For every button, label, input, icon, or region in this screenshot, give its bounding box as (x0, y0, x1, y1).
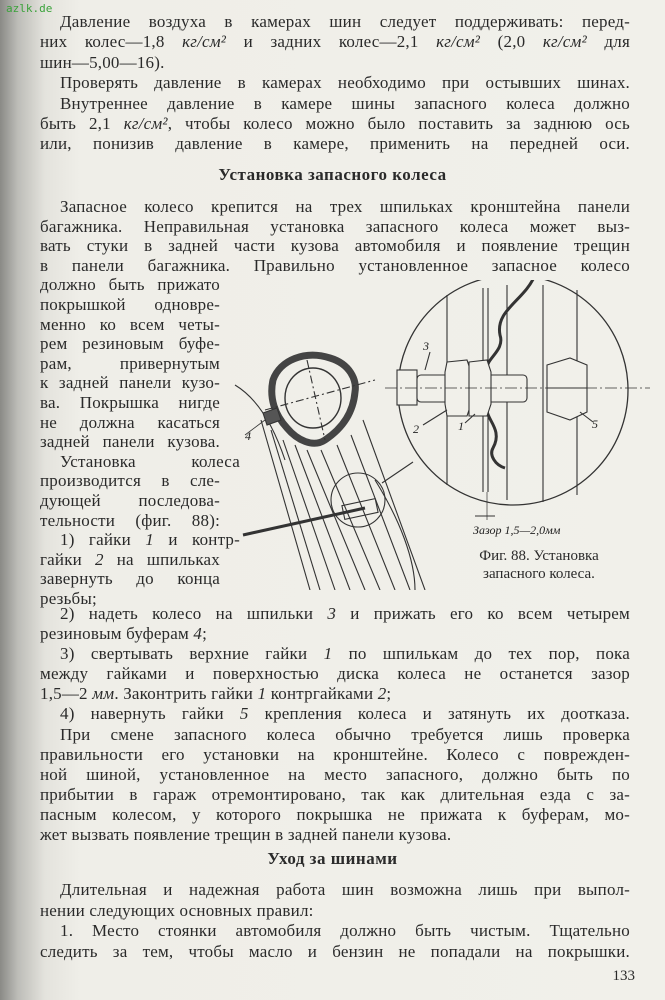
text: на шпильках (103, 549, 220, 569)
italic-text: кг/см² (436, 32, 481, 52)
text: вать стуки в задней части кузова автомобиля и появление трещин (40, 236, 630, 256)
text: Проверять давление в камерах необходимо при остывших шинах. (60, 73, 630, 93)
text: задней панели кузова. (40, 432, 220, 452)
italic-text: 5 (239, 704, 249, 724)
text-line (40, 134, 630, 154)
text-line (40, 334, 220, 354)
text: нении следующих основных правил: (40, 900, 314, 920)
text: завернуть до конца (40, 569, 220, 589)
text: и прижать его ко всем четырем (336, 604, 630, 623)
text-line (40, 114, 630, 134)
text: правильности его установки на кронштейне. Колесо с поврежден- (40, 744, 630, 764)
paragraph (40, 12, 630, 73)
italic-text: 4 (193, 624, 203, 644)
italic-text: 2 (377, 684, 387, 704)
text: прибытии в гараж отремонтировано, так как длительная езда с за- (40, 784, 630, 804)
figure-caption-line2: запасного колеса. (483, 566, 595, 582)
text: 1,5—2 (40, 684, 93, 704)
text: менно ко всем четы- (40, 314, 220, 334)
text: (2,0 (480, 32, 543, 52)
text: резиновым буферам (40, 624, 194, 644)
text-line (40, 471, 220, 491)
text-line (40, 624, 630, 644)
text: к задней панели кузо- (40, 373, 220, 393)
text-line (40, 530, 240, 550)
text-line (40, 725, 630, 745)
text: быть 2,1 (40, 114, 124, 134)
paragraph (40, 725, 630, 846)
text: . Законтрить гайки (114, 684, 258, 704)
text: Давление воздуха в камерах шин следует поддерживать: перед- (60, 12, 630, 31)
text: или, понизив давление в камере, применить на передней оси. (40, 134, 630, 154)
text: 3) свертывать верхние гайки (60, 644, 324, 664)
paragraph (40, 880, 630, 921)
text-line (40, 805, 630, 825)
label-wheel-nut-5: 5 (592, 417, 598, 431)
text-line (40, 704, 630, 724)
text: ; (386, 684, 392, 704)
paragraph (40, 921, 630, 962)
text-line (40, 236, 630, 256)
label-nut-1: 1 (458, 419, 464, 433)
text: покрышкой одновре- (40, 294, 220, 314)
text-line (40, 664, 630, 684)
text: производится в сле- (40, 471, 220, 491)
text-line (40, 197, 630, 217)
italic-text: кг/см² (123, 114, 168, 134)
text: Внутреннее давление в камере шины запасного колеса должно (60, 93, 630, 113)
figure-spare-wheel-mounting (225, 280, 665, 590)
list-item (40, 704, 630, 724)
italic-text: мм (92, 684, 115, 704)
text: следить за тем, чтобы масло и бензин не попадали на покрышки. (40, 941, 630, 961)
text: При смене запасного колеса обычно требуется лишь проверка (60, 724, 630, 744)
text: и задних колес—2,1 (226, 32, 437, 52)
text: ной шиной, установленное на место запасного, должно быть по (40, 764, 630, 784)
text-line (40, 491, 220, 511)
text-line (40, 550, 220, 570)
italic-text: кг/см² (182, 32, 227, 52)
text-block-tire-pressure (40, 12, 630, 155)
text-line (40, 393, 220, 413)
text-line (40, 921, 630, 942)
text: багажника. Неправильная установка запасного колеса может выз- (40, 216, 630, 236)
italic-text: 1 (323, 644, 333, 664)
text: 2) надеть колесо на шпильки (60, 604, 328, 623)
text-line (40, 604, 630, 624)
text-line (40, 275, 220, 295)
text: рам, привернутым (40, 353, 220, 373)
text: Запасное колесо крепится на трех шпильках кронштейна панели (60, 197, 630, 216)
text-line (40, 315, 220, 335)
text: 1. Место стоянки автомобиля должно быть чистым. Тщательно (60, 921, 630, 941)
text: пасным колесом, у которого покрышка не прижата к буферам, мо- (40, 804, 630, 824)
detail-view (385, 280, 650, 520)
text: Установка колеса (60, 451, 240, 471)
text-line (40, 413, 220, 433)
text: должно быть прижато (40, 275, 220, 295)
gap-dimension-label: Зазор 1,5—2,0мм (473, 523, 561, 537)
text-line (40, 569, 220, 589)
text-line (40, 765, 630, 785)
text-line (40, 94, 630, 114)
list-item (40, 644, 630, 704)
text: 4) навернуть гайки (60, 704, 240, 724)
text: шин—5,00—16). (40, 52, 165, 72)
watermark: azlk.de (6, 2, 53, 15)
text: , чтобы колесо можно было поставить за заднюю ось (167, 114, 630, 134)
label-locknut-2: 2 (413, 422, 419, 436)
paragraph (40, 73, 630, 93)
text-line (40, 73, 630, 93)
text-line (40, 684, 630, 704)
text-line (40, 785, 630, 805)
text: не должна касаться (40, 412, 220, 432)
paragraph (40, 197, 630, 275)
text: 1) гайки (60, 530, 146, 550)
label-buffer-4: 4 (245, 429, 251, 443)
text-block-tire-care (40, 880, 630, 962)
italic-text: 1 (257, 684, 267, 704)
text: ва. Покрышка нигде (40, 392, 220, 412)
italic-text: 3 (327, 604, 337, 623)
section-heading: Уход за шинами (267, 849, 398, 868)
text: рем резиновым буфе- (40, 334, 220, 354)
text: гайки (40, 549, 96, 569)
text-line (40, 901, 630, 922)
text-line (40, 295, 220, 315)
text: в панели багажника. Правильно установленное запасное колесо (40, 255, 630, 275)
text-line (40, 644, 630, 664)
text-line (40, 53, 630, 73)
italic-text: кг/см² (542, 32, 587, 52)
text: по шпилькам до тех пор, пока (332, 644, 630, 664)
label-stud-3: 3 (423, 339, 429, 353)
paragraph (40, 94, 630, 155)
text: них колес—1,8 (40, 32, 183, 52)
text-line (40, 12, 630, 32)
list-item (40, 604, 630, 644)
text: контргайками (266, 684, 378, 704)
section-heading: Установка запасного колеса (218, 165, 447, 184)
text: ; (202, 624, 208, 644)
text-line (40, 432, 220, 452)
text: дующей последова- (40, 490, 220, 510)
text: тельности (фиг. 88): (40, 510, 220, 530)
text: и контр- (153, 530, 240, 550)
text: резьбы; (40, 588, 97, 608)
italic-text: 2 (95, 549, 104, 569)
text: крепления колеса и затянуть их доотказа. (248, 704, 630, 724)
text-line (40, 354, 220, 374)
text-line (40, 825, 630, 845)
text: для (586, 32, 630, 52)
text-line (40, 452, 240, 472)
text-line (40, 256, 630, 276)
text-line (40, 880, 630, 901)
text: Длительная и надежная работа шин возможна лишь при выпол- (60, 880, 630, 899)
text-line (40, 511, 220, 531)
page-number: 133 (612, 968, 635, 984)
text: жет вызвать появление трещин в задней панели кузова. (40, 825, 452, 845)
figure-caption-line1: Фиг. 88. Установка (479, 548, 599, 564)
text: между гайками и поверхностью диска колеса не останется зазор (40, 664, 630, 684)
text-line (40, 942, 630, 963)
italic-text: 1 (145, 530, 154, 550)
text-line (40, 745, 630, 765)
text-line (40, 373, 220, 393)
text-line (40, 217, 630, 237)
text-line (40, 32, 630, 52)
text-block-steps (40, 604, 630, 845)
